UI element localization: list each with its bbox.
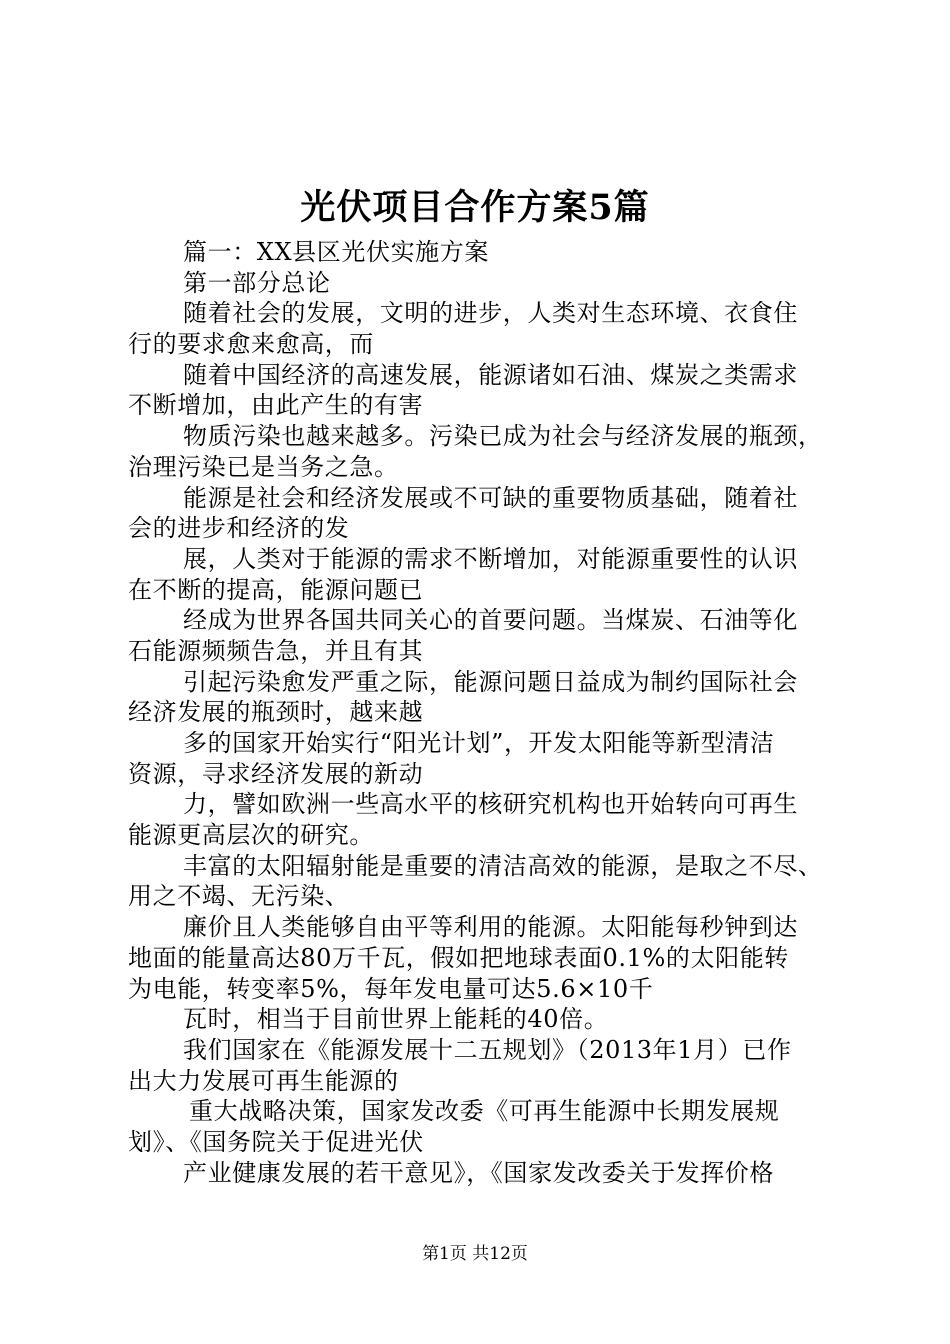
body-line: 瓦时，相当于目前世界上能耗的40倍。: [183, 1005, 609, 1034]
body-line: 展，人类对于能源的需求不断增加，对能源重要性的认识: [183, 544, 798, 573]
body-line: 治理污染已是当务之急。: [128, 452, 399, 481]
body-line: 力，譬如欧洲一些高水平的核研究机构也开始转向可再生: [183, 790, 798, 819]
document-title: 光伏项目合作方案5篇: [300, 187, 650, 228]
body-line: 随着中国经济的高速发展，能源诸如石油、煤炭之类需求: [183, 360, 798, 389]
body-line: 篇一：XX县区光伏实施方案: [183, 238, 489, 266]
body-line: 行的要求愈来愈高，而: [128, 330, 374, 359]
body-line: 产业健康发展的若干意见》，《国家发改委关于发挥价格: [183, 1158, 774, 1187]
body-line: 划》、《国务院关于促进光伏: [128, 1127, 424, 1156]
document-body: [128, 237, 840, 1188]
body-line: 多的国家开始实行“阳光计划”，开发太阳能等新型清洁: [183, 729, 775, 757]
body-line: 用之不竭、无污染、: [128, 882, 350, 911]
body-line: 第一部分总论: [183, 268, 331, 297]
body-line: 在不断的提高，能源问题已: [128, 575, 424, 604]
body-line: 为电能，转变率5%，每年发电量可达5.6×10千: [128, 974, 654, 1003]
page-footer: 第1页 共12页: [422, 1244, 528, 1264]
body-line: 丰富的太阳辐射能是重要的清洁高效的能源，是取之不尽、: [183, 851, 823, 880]
body-line: 廉价且人类能够自由平等利用的能源。太阳能每秒钟到达: [183, 913, 798, 942]
body-line: 重大战略决策，国家发改委《可再生能源中长期发展规: [189, 1097, 780, 1126]
body-line: 地面的能量高达80万千瓦，假如把地球表面0.1%的太阳能转: [128, 943, 789, 972]
body-line: 不断增加，由此产生的有害: [128, 391, 424, 420]
body-line: 我们国家在《能源发展十二五规划》（2013年1月）已作: [183, 1035, 792, 1064]
body-line: 出大力发展可再生能源的: [128, 1066, 399, 1095]
body-line: 能源是社会和经济发展或不可缺的重要物质基础，随着社: [183, 483, 798, 512]
body-line: 能源更高层次的研究。: [128, 821, 374, 850]
body-line: 石能源频频告急，并且有其: [128, 636, 424, 665]
body-line: 经成为世界各国共同关心的首要问题。当煤炭、石油等化: [183, 606, 798, 635]
body-line: 资源，寻求经济发展的新动: [128, 759, 424, 788]
body-line: 会的进步和经济的发: [128, 514, 350, 543]
body-line: 引起污染愈发严重之际，能源问题日益成为制约国际社会: [183, 667, 798, 696]
body-line: 经济发展的瓶颈时，越来越: [128, 698, 424, 727]
body-line: 随着社会的发展，文明的进步，人类对生态环境、衣食住: [183, 299, 798, 328]
body-line: 物质污染也越来越多。污染已成为社会与经济发展的瓶颈，: [183, 422, 823, 451]
